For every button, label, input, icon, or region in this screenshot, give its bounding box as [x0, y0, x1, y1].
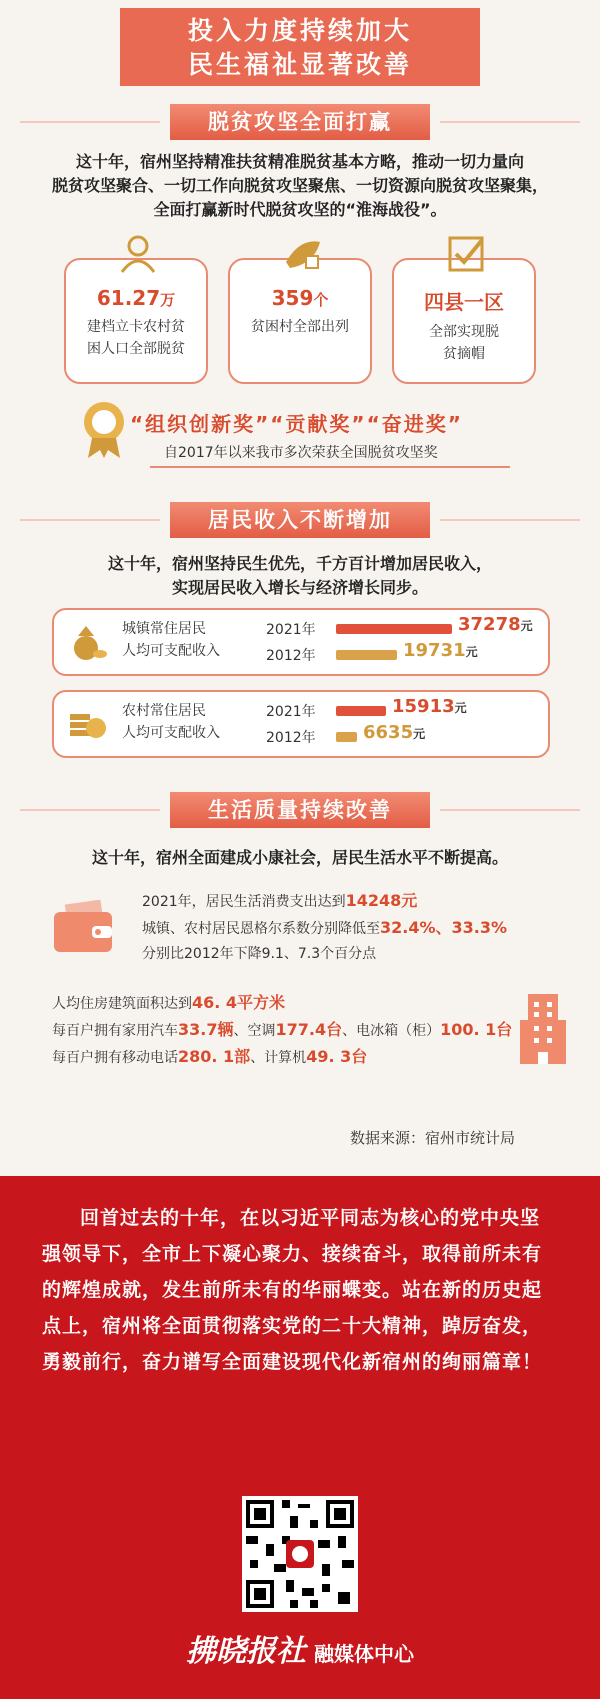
car-value: 33.7辆	[178, 1020, 234, 1039]
income-value-number: 6635	[363, 722, 414, 743]
card-text: 建档立卡农村贫困人口全部脱贫	[87, 319, 185, 357]
housing-value: 46. 4平方米	[192, 993, 286, 1012]
income-unit: 元	[413, 727, 426, 741]
card-value: 四县一区	[424, 290, 504, 314]
poverty-paragraph-line: 脱贫攻坚聚合、一切工作向脱贫攻坚聚焦、一切资源向脱贫攻坚聚集，	[51, 176, 548, 195]
life-paragraph: 这十年，宿州全面建成小康社会，居民生活水平不断提高。	[91, 848, 508, 867]
income-label	[122, 700, 220, 744]
wallet-icon	[52, 900, 116, 954]
income-value-number: 19731	[403, 640, 466, 661]
appliance-text: 、电冰箱（柜）	[342, 1023, 441, 1039]
banner-line-2: 民生福祉显著改善	[187, 50, 412, 79]
stat-card-people	[64, 258, 208, 384]
section-title-life: 生活质量持续改善	[170, 792, 430, 828]
appliance-text: 、空调	[233, 1023, 276, 1039]
year-label: 2012年	[266, 648, 316, 664]
housing-text: 人均住房建筑面积达到	[52, 996, 192, 1012]
income-group-rural	[52, 690, 550, 758]
top-banner	[120, 8, 480, 86]
card-value: 61.27	[96, 286, 161, 310]
computer-value: 49. 3台	[306, 1047, 368, 1066]
income-paragraph-line: 实现居民收入增长与经济增长同步。	[171, 578, 428, 597]
banner-line-1: 投入力度持续加大	[187, 16, 412, 45]
qr-code[interactable]	[242, 1496, 358, 1612]
divider	[150, 466, 510, 468]
card-unit: 个	[313, 291, 329, 309]
device-line	[52, 1044, 512, 1071]
income-paragraph-line: 这十年，宿州坚持民生优先，千方百计增加居民收入，	[107, 554, 492, 573]
section-title-income: 居民收入不断增加	[170, 502, 430, 538]
income-label-line: 城镇常住居民	[122, 621, 206, 637]
closing-paragraph: 回首过去的十年，在以习近平同志为核心的党中央坚强领导下，全市上下凝心聚力、接续奋斗，取得前所未有的辉煌成就，发生前所未有的华丽蝶变。站在新的历史起点上，宿州将全面贯彻落实党的二十大精神，踔厉奋发，勇毅前行，奋力谱写全面建设现代化新宿州的绚丽篇章！	[42, 1207, 543, 1373]
income-value	[392, 696, 467, 717]
year-label: 2021年	[266, 622, 316, 638]
year-label: 2021年	[266, 704, 316, 720]
consumption-value: 14248元	[345, 891, 418, 910]
card-text: 全部实现脱贫摘帽	[429, 324, 499, 362]
consumption-text: 2021年，居民生活消费支出达到	[142, 894, 346, 910]
device-text: 每百户拥有移动电话	[52, 1050, 178, 1066]
fridge-value: 100. 1台	[440, 1020, 513, 1039]
medal-icon	[80, 400, 128, 460]
data-source: 数据来源：宿州市统计局	[350, 1129, 516, 1147]
poverty-paragraph-line: 这十年，宿州坚持精准扶贫精准脱贫基本方略，推动一切力量向	[75, 152, 524, 171]
award-title: “组织创新奖”“贡献奖”“奋进奖”	[130, 412, 463, 436]
income-label-line: 人均可支配收入	[122, 643, 220, 659]
income-value-number: 37278	[458, 614, 521, 635]
consumption-line	[142, 888, 507, 915]
building-icon	[520, 990, 566, 1064]
coins-icon	[68, 704, 108, 744]
income-bar-urban-2012	[336, 650, 397, 660]
money-bag-icon	[68, 622, 108, 662]
income-unit: 元	[465, 645, 478, 659]
engel-text: 城镇、农村居民恩格尔系数分别降低至	[142, 921, 380, 937]
income-label-line: 人均可支配收入	[122, 725, 220, 741]
award-subtitle: 自2017年以来我市多次荣获全国脱贫攻坚奖	[164, 445, 438, 461]
year-label: 2012年	[266, 730, 316, 746]
poverty-paragraph-line: 全面打赢新时代脱贫攻坚的“淮海战役”。	[153, 200, 447, 219]
income-label-line: 农村常住居民	[122, 703, 206, 719]
stat-card-villages	[228, 258, 372, 384]
aircon-value: 177.4台	[275, 1020, 343, 1039]
engel-separator: 、	[435, 918, 452, 937]
income-value	[363, 722, 425, 743]
income-bar-rural-2021	[336, 706, 386, 716]
appliance-line	[52, 1017, 512, 1044]
housing-line	[52, 990, 512, 1017]
checkbox-icon	[444, 232, 488, 276]
card-text: 贫困村全部出列	[251, 319, 349, 335]
income-value	[403, 640, 478, 661]
stat-card-counties	[392, 258, 536, 384]
income-paragraph	[28, 552, 572, 600]
engel-line	[142, 915, 507, 942]
housing-block	[52, 990, 512, 1071]
income-unit: 元	[520, 619, 533, 633]
decline-line: 分别比2012年下降9.1、7.3个百分点	[142, 946, 377, 962]
phone-value: 280. 1部	[178, 1047, 251, 1066]
income-bar-urban-2021	[336, 624, 452, 634]
income-group-urban	[52, 608, 550, 676]
footer-brand	[140, 1626, 460, 1670]
house-leaf-icon	[280, 232, 324, 276]
card-value: 359	[271, 286, 314, 310]
newspaper-logo: 拂晓报社	[186, 1634, 306, 1669]
section-title-poverty: 脱贫攻坚全面打赢	[170, 104, 430, 140]
income-value-number: 15913	[392, 696, 455, 717]
appliance-text: 每百户拥有家用汽车	[52, 1023, 178, 1039]
people-icon	[116, 232, 160, 276]
engel-value-rural: 33.3%	[451, 918, 508, 937]
income-bar-rural-2012	[336, 732, 357, 742]
income-value	[458, 614, 533, 635]
poverty-paragraph	[28, 150, 572, 222]
card-unit: 万	[160, 291, 176, 309]
media-center-label: 融媒体中心	[314, 1642, 414, 1666]
engel-value-urban: 32.4%	[380, 918, 436, 937]
income-unit: 元	[454, 701, 467, 715]
device-text: 、计算机	[250, 1050, 307, 1066]
consumption-block	[142, 888, 507, 967]
income-label	[122, 618, 220, 662]
